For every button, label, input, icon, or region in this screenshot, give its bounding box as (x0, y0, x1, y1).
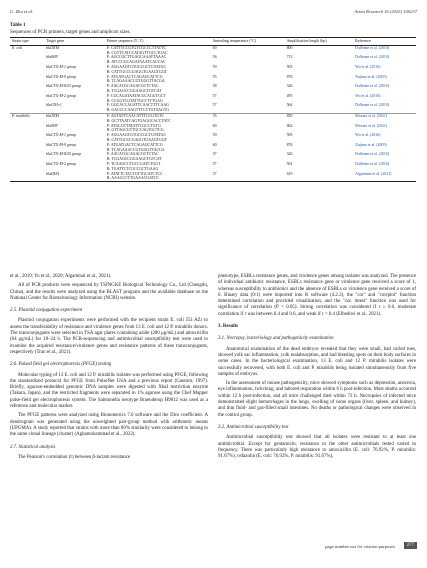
table-row (10, 84, 416, 94)
cell-reference[interactable]: Dallenne et al. (2010) (355, 161, 390, 166)
forward-primer: F: ATGCGTTATATTCGCCTGTG (106, 123, 161, 128)
table-row (10, 124, 416, 134)
cell-reference[interactable]: Wu et al. (2016) (355, 93, 381, 98)
forward-primer: F: ATGATGACTCAGAGCATTCG (106, 142, 163, 147)
paragraph: Antimicrobial susceptibility test showed that all isolates were resistant to at least one antimicrobial. Except for gentamicin, resistance to the other antimicrobials tested varied in frequency. There was particularly high resistance to amoxicillin (E. coli: 76.92%, P. mirabilis: 91.67%), cefazolin (E. coli: 76.92%, P. mirabilis: 91.67%), (218, 435, 416, 460)
paragraph: Molecular typing of 13 E. coli and 12 P. mirabilis isolates was performed using PFGE, following the standardized protocol for PFGE from PulseNet USA and a previous report (Gautom, 1997). Briefly, agarose-embedded genomic DNA samples were digested with XbaI restriction enzyme (Takara, Japan), and the restricted fragments were separated in 1% agarose using the Chef Mapper pulse-field gel electrophoresis system. The Salmonella serotype Braenderup H9812 was used as a reference and molecular marker. (10, 372, 208, 410)
cell-annealing-temp: 57 (212, 103, 217, 108)
running-head-authors: G. Zhu et al. (10, 9, 34, 14)
cell-primer-sequence (105, 84, 211, 94)
cell-reference[interactable]: Dallenne et al. (2010) (355, 84, 390, 89)
reverse-primer: R: TCGAGCCGGAAGCTGTCAT (106, 88, 162, 93)
cell-amplification-length: 564 (286, 103, 293, 108)
cell-primer-sequence (105, 65, 211, 75)
cell-amplification-length: 619 (285, 172, 354, 182)
reverse-primer: R: ATCCCGCAGATAAATCACCAC (106, 60, 166, 65)
cell-target-gene: blaSHV (46, 55, 59, 60)
cell-annealing-temp: 55 (212, 74, 217, 79)
table-caption (10, 23, 131, 36)
cell-target-gene: blaCTX-M-1 group (46, 133, 77, 138)
cell-target-gene: blaCTX-M-2 group (46, 161, 77, 166)
cell-annealing-temp: 60 (212, 45, 217, 50)
cell-strain-type (10, 65, 44, 75)
cell-target-gene: blaTEM (46, 45, 59, 50)
cell-strain-type (10, 94, 44, 104)
header-strain-type: Strain type (10, 38, 44, 46)
forward-primer: F: AGGAAGTGTGCCGCTGTATGC (106, 133, 167, 138)
cell-primer-sequence (105, 75, 211, 85)
cell-target-gene: blaCTX-M-8/25 group (46, 84, 82, 89)
cell-amplification-length: 326 (286, 152, 293, 157)
cell-primer-sequence (105, 55, 211, 65)
cell-strain-type (10, 143, 44, 153)
cell-amplification-length: 713 (286, 55, 293, 60)
cell-strain-type (10, 162, 44, 172)
section-heading-2-6: 2.6. Pulsed field gel electrophoresis (PFGE) testing (10, 362, 112, 368)
cell-amplification-length: 876 (286, 142, 293, 147)
reverse-primer: R: TCAGAAACCGTGGGTTACGA (106, 147, 165, 152)
paragraph: The Pearson's correlation (r) between β-lactam resistance (18, 454, 130, 460)
header-primer-sequence: Primer sequence (5'–3') (105, 38, 211, 46)
cell-primer-sequence (105, 113, 211, 123)
reverse-primer: R: TGATTCTCGCCGCTGAAG (106, 166, 159, 171)
cell-primer-sequence (105, 94, 211, 104)
cell-annealing-temp: 55 (211, 113, 285, 123)
cell-target-gene: blaDHA (44, 172, 105, 182)
cell-reference[interactable]: Algammal et al. (2021) (353, 172, 416, 182)
forward-primer: F: AACACGCAGACGCTCTAC (106, 84, 159, 89)
cell-amplification-length: 850 (285, 113, 354, 123)
table-caption-text: Sequences of PCR primers, target genes and amplicon sizes. (10, 29, 131, 35)
page-number: 277 (404, 542, 417, 549)
cell-strain-type (10, 84, 44, 94)
table-row (10, 133, 416, 143)
cell-annealing-temp: 57 (212, 152, 217, 157)
footer-note: page number not for citation purposes (325, 544, 395, 549)
cell-reference[interactable]: Wu et al. (2016) (355, 64, 381, 69)
cell-primer-sequence (105, 124, 211, 134)
reverse-primer: R: CGTTCATCCATAGTTGCCTGAC (106, 50, 168, 55)
cell-strain-type (10, 172, 44, 182)
reverse-primer: R: CATTGCCCGAGGTGAAGTGGT (106, 137, 168, 142)
cell-reference[interactable]: Wu et al. (2016) (355, 133, 381, 138)
cell-annealing-temp: 58 (212, 84, 217, 89)
forward-primer: F: CGCAGATAATACGCAGGTGCT (106, 93, 166, 98)
table-body (10, 45, 416, 181)
table-row (10, 55, 416, 65)
section-heading-3-1: 3.1. Necropsy, bacteriology and pathogenicity examination (218, 336, 334, 342)
header-reference: Reference (353, 38, 416, 46)
section-heading-3: 3. Results (218, 324, 239, 330)
table-row (10, 152, 416, 162)
cell-target-gene: blaSHV (46, 123, 59, 128)
table-row (10, 162, 416, 172)
cell-strain-type (10, 133, 44, 143)
cell-strain-type (10, 103, 44, 113)
reverse-primer: R: CCGGTCGTATTGCCTTTGAG (106, 98, 163, 103)
reverse-primer: R: TCAGAAACCGTGGGTTACGA (106, 79, 165, 84)
cell-primer-sequence (105, 45, 211, 55)
cell-amplification-length: 800 (286, 45, 293, 50)
cell-reference[interactable]: Dallenne et al. (2010) (355, 45, 390, 50)
cell-annealing-temp: 56 (212, 55, 217, 60)
reverse-primer: R: GCTTAATCAGTGAGGCACCTATC (106, 118, 171, 123)
left-column (10, 274, 208, 464)
cell-primer-sequence (105, 143, 211, 153)
running-head-journal: Avian Research 16 (2025) 100237 (354, 9, 417, 14)
cell-primer-sequence (105, 133, 211, 143)
cell-target-gene: blaCTX-M-2 group (46, 93, 77, 98)
cell-strain-type (10, 75, 44, 85)
primer-table (10, 37, 416, 182)
reverse-primer: R: CATTGCCCGAGGTGAAGTGGT (106, 69, 168, 74)
cell-primer-sequence (105, 162, 211, 172)
cell-annealing-temp: 59 (212, 133, 217, 138)
reverse-primer: R: GTTAGCGTTGCCAGTGCTCG (106, 128, 164, 133)
cell-reference[interactable]: Dallenne et al. (2010) (355, 103, 390, 108)
cell-annealing-temp: 57 (212, 93, 217, 98)
cell-target-gene: blaCTX-M-9 group (46, 74, 77, 79)
cell-amplification-length: 505 (286, 64, 293, 69)
reverse-primer: R: TCGAGCCGGAAGCTGTCAT (106, 157, 162, 162)
section-heading-2-5: 2.5. Plasmid conjugation experiment (10, 308, 83, 314)
header-target-gene: Target gene (44, 38, 105, 46)
cell-strain-type (10, 152, 44, 162)
cell-strain-type: E. coli (12, 45, 23, 50)
table-row (10, 45, 416, 55)
cell-primer-sequence (105, 172, 211, 182)
forward-primer: F: GGCACCAGATTCAACTTTCAAG (106, 103, 169, 108)
cell-amplification-length: 862 (286, 123, 293, 128)
cell-reference[interactable]: Dallenne et al. (2010) (355, 152, 390, 157)
forward-primer: F: AGTATTCAACATTTCCGTGTC (106, 113, 165, 118)
table-row (10, 103, 416, 113)
table-row (10, 65, 416, 75)
header-annealing-temp: Annealing temperature (°C) (211, 38, 285, 46)
paragraph: phenotype, ESBLs resistance genes, and virulence genes among isolates was analyzed. The presence of individual antibiotic resistance, ESBLs resistance gene or virulence gene received a score of 1, whereas susceptibility to antibiotics and the absence of ESBLs or virulence gene received a score of 0. Binary data (0/1) were imported into R software (4.2.2), the "cor" and "corrplot" function determined correlation and provided visualization, and the "cor. mtest" function was used for significance of correlation (P < 0.05). Strong correlation was considered if r ≥ 0.6, moderate correlation if r was between 0.4 and 0.6, and weak if r < 0.4 (Elbediwi et al., 2021). (218, 274, 416, 317)
forward-primer: F: AGCCGCTTGAGCAAATTAAAC (106, 55, 167, 60)
section-heading-3-2: 3.2. Antimicrobial susceptibility test (218, 424, 289, 430)
reverse-primer: R: GACCCCAAGTTTCCTGTAAGTG (106, 108, 170, 113)
cell-annealing-temp: 57 (212, 161, 217, 166)
cell-target-gene: blaCTX-M-9 group (46, 142, 77, 147)
cell-reference[interactable]: Xujima et al. (2005) (355, 142, 387, 147)
paragraph: Plasmid conjugation experiments were performed with the recipient strain E. coli J53 AZr to assess the transferability of resistance and virulence genes from 13 E. coli and 12 P. mirabilis donors. The transconjugants were selected in TSA agar plates containing azide (200 μg/mL) and amoxicillin (64 μg/mL) for 18–24 h. The PCR-sequencing and antimicrobial susceptibility test were used to examine the acquired resistance/virulence genes and resistance patterns of these transconjugants, respectively (Tran et al., 2021). (10, 318, 208, 355)
table-row (10, 113, 416, 123)
cell-strain-type: P. mirabilis (10, 113, 44, 123)
cell-reference[interactable]: Mirzaei et al. (2021) (353, 113, 416, 123)
section-heading-2-7: 2.7. Statistical analysis (10, 444, 56, 450)
cell-target-gene: blaOXA-1 (46, 103, 62, 108)
table-row (10, 75, 416, 85)
cell-strain-type (10, 124, 44, 134)
forward-primer: F: ATATTCTACTGTTGCATCTCC (106, 171, 163, 176)
forward-primer: F: AGGAAGTGTGCCGCTGTATGC (106, 64, 167, 69)
cell-strain-type (10, 55, 44, 65)
table-row (10, 172, 416, 182)
cell-amplification-length: 876 (286, 74, 293, 79)
cell-primer-sequence (105, 103, 211, 113)
primer-table-wrapper (10, 37, 416, 182)
forward-primer: F: AACACGCAGACGCTCTAC (106, 152, 159, 157)
reverse-primer: R: AAAGCCTTGAAACGATCC (106, 176, 160, 181)
paragraph: In the assessment of mouse pathogenicity, mice showed symptoms such as depression, anorexia, eye inflammation, twitching, and labored respiration within 6 h post-infection. Most deaths occurred within 12 h post-infection, and all mice challenged died within 72 h. Necropsies of infected mice demonstrated slight hemorrhages in the lungs, swelling of some organs (liver, spleen, and kidney), and thin fluid- and gas-filled small intestines. No deaths or pathological changes were observed in the control group. (218, 381, 416, 418)
right-column (218, 274, 416, 463)
cell-amplification-length: 326 (286, 84, 293, 89)
forward-primer: F: TCAAGCCTGCCGATCTGGT (106, 161, 161, 166)
cell-annealing-temp: 59 (212, 64, 217, 69)
forward-primer: F: ATGATGACTCAGAGCATTCG (106, 74, 163, 79)
cell-amplification-length: 561 (286, 161, 293, 166)
cell-annealing-temp: 57 (211, 172, 285, 182)
paragraph: All of PCR products were sequenced by TSINGKE Biological Technology Co., Ltd (Chengdu, China), and the results were analyzed using the BLAST program and the available database on the National Center for Biotechnology Information (NCBI) website. (10, 283, 208, 301)
paragraph: The PFGE patterns were analyzed using Bionumerics 7.6 software and the Dice coefficient. A dendrogram was generated using the unweighted pair-group method with arithmetic means (UPGMA). A study reported that strains with more than 80% similarity were considered to belong to the same clonal lineage (cluster) (Aghamohammad et al., 2022). (10, 413, 208, 438)
cell-target-gene: blaCTX-M-1 group (46, 64, 77, 69)
table-header-row (10, 38, 416, 46)
cell-amplification-length: 495 (286, 93, 293, 98)
cell-reference[interactable]: Mirzaei et al. (2021) (355, 123, 388, 128)
paragraph: et al., 2019; Yu et al., 2020; Algammal et al., 2021). (10, 274, 112, 279)
cell-target-gene: blaTEM (44, 113, 105, 123)
header-amplification-length: Amplification length (bp) (285, 38, 354, 46)
cell-amplification-length: 505 (286, 133, 293, 138)
running-head (10, 9, 417, 17)
table-label: Table 1 (10, 23, 26, 28)
cell-annealing-temp: 60 (212, 142, 217, 147)
cell-primer-sequence (105, 152, 211, 162)
page-footer (10, 542, 417, 552)
cell-reference[interactable]: Xujima et al. (2005) (355, 74, 387, 79)
table-row (10, 143, 416, 153)
paragraph: Anatomical examination of the dead embryos revealed that they were small, had curled toes, showed yolk sac inflammation, yolk malabsorption, and had bleeding spots on their body surfaces in some cases. In the bacteriological examination, 13 E. coli and 12 P. mirabilis isolates were successfully recovered, with both E. coli and P. mirabilis being isolated simultaneously from five samples of embryos. (218, 346, 416, 377)
table-row (10, 94, 416, 104)
forward-primer: F: CATTTCCGTGTCGCCCTTATTC (106, 45, 167, 50)
cell-reference[interactable]: Dallenne et al. (2010) (355, 55, 390, 60)
cell-target-gene: blaCTX-M-8/25 group (46, 152, 82, 157)
cell-annealing-temp: 60 (212, 123, 217, 128)
